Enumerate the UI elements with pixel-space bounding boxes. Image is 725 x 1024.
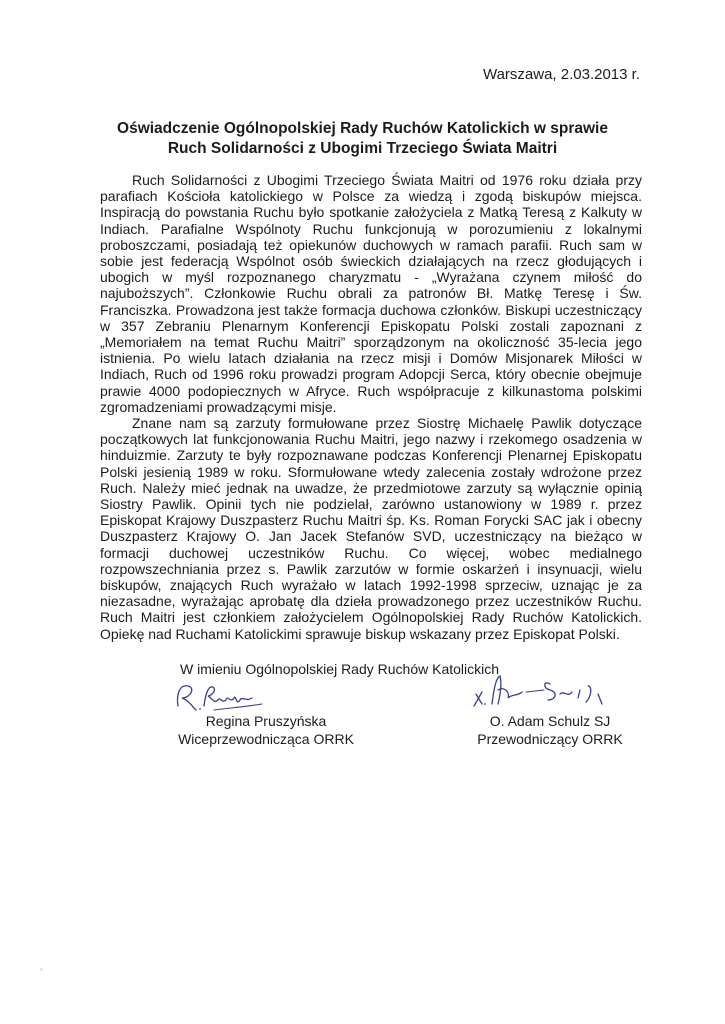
signature-pruszynska: [170, 676, 270, 716]
signatory-right: [420, 712, 680, 748]
body-paragraph-1: Ruch Solidarności z Ubogimi Trzeciego Świata Maitri od 1976 roku działa przy parafiach Kościoła katolickiego w Polsce za wiedzą i zgodą biskupów miejsca. Inspiracją do powstania Ruchu było spotkanie założyciela z Matką Teresą z Kalkuty w Indiach. Parafialne Wspólnoty Ruchu funkcjonują w porozumieniu z lokalnymi proboszczami, posiadają też opiekunów duchowych w ramach parafii. Ruch sam w sobie jest federacją Wspólnot osób świeckich działających na rzecz głodujących i ubogich w myśl rozpoznanego charyzmatu - „Wyrażana czynem miłość do najuboższych”. Członkowie Ruchu obrali za patronów Bł. Matkę Teresę i Św. Franciszka. Prowadzona jest także formacja duchowa członków. Biskupi uczestniczący w 357 Zebraniu Plenarnym Konferencji Episkopatu Polski zostali zapoznani z „Memoriałem na temat Ruchu Maitri” sporządzonym na okoliczność 35-lecia jego istnienia. Po wielu latach działania na rzecz misji i Domów Misjonarek Miłości w Indiach, Ruch od 1996 roku prowadzi program Adopcji Serca, który obecnie obejmuje prawie 4000 podopiecznych w Afryce. Ruch współpracuje z kilkunastoma polskimi zgromadzeniami prowadzącymi misje.: [100, 172, 642, 415]
signatory-name: O. Adam Schulz SJ: [489, 713, 611, 729]
closing-statement: W imieniu Ogólnopolskiej Rady Ruchów Katolickich: [180, 661, 500, 677]
letter-date: Warszawa, 2.03.2013 r.: [482, 66, 640, 83]
signatory-name: Regina Pruszyńska: [205, 713, 327, 729]
title-line-1: Oświadczenie Ogólnopolskiej Rady Ruchów Katolickich w sprawie: [117, 120, 608, 137]
body-paragraph-2: Znane nam są zarzuty formułowane przez Siostrę Michaelę Pawlik dotyczące początkowych lat funkcjonowania Ruchu Maitri, jego nazwy i rzekomego osadzenia w hinduizmie. Zarzuty te były rozpoznawane podczas Konferencji Plenarnej Episkopatu Polski jesienią 1989 w roku. Sformułowane wtedy zalecenia zostały wdrożone przez Ruch. Należy mieć jednak na uwadze, że przedmiotowe zarzuty są wyłącznie opinią Siostry Pawlik. Opinii tych nie podzielał, zarówno ustanowiony w 1989 r. przez Episkopat Krajowy Duszpasterz Ruchu Maitri śp. Ks. Roman Forycki SAC jak i obecny Duszpasterz Krajowy O. Jan Jacek Stefanów SVD, uczestniczący na bieżąco w formacji duchowej uczestników Ruchu. Co więcej, wobec medialnego rozpowszechniania przez s. Pawlik zarzutów w formie oskarżeń i insynuacji, wielu biskupów, znających Ruch wyrażało w latach 1992-1998 sprzeciw, uznając je za niezasadne, wyrażając aprobatę dla dzieła prowadzonego przez uczestników Ruchu. Ruch Maitri jest członkiem założycielem Ogólnopolskiej Rady Ruchów Katolickich. Opiekę nad Ruchami Katolickimi sprawuje biskup wskazany przez Episkopat Polski.: [100, 415, 642, 642]
letter-body: [100, 172, 642, 642]
signatory-left: [148, 712, 384, 748]
signature-schulz: [470, 670, 610, 710]
scan-speck: [40, 968, 43, 971]
signatory-role: Przewodniczący ORRK: [477, 731, 623, 747]
signatory-role: Wiceprzewodnicząca ORRK: [178, 731, 354, 747]
title-line-2: Ruch Solidarności z Ubogimi Trzeciego Świata Maitri: [167, 140, 558, 157]
document-title: [60, 119, 665, 159]
